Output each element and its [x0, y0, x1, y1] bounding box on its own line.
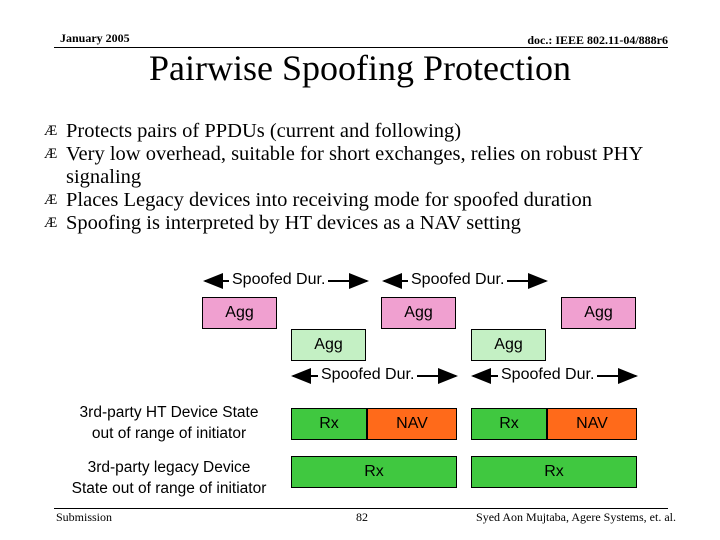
spoofed-duration-label: Spoofed Dur.: [498, 366, 597, 384]
bullet-text: Protects pairs of PPDUs (current and following): [66, 120, 462, 142]
agg-box: Agg: [471, 329, 546, 361]
footer-submission: Submission: [56, 510, 113, 524]
bullet-text: Very low overhead, suitable for short exchanges, relies on robust PHY signaling: [66, 143, 643, 188]
bullet-marker-icon: Æ: [44, 215, 58, 231]
ht-state-rx: Rx: [291, 408, 367, 440]
ht-state-nav: NAV: [547, 408, 637, 440]
bullet-text: Places Legacy devices into receiving mode for spoofed duration: [66, 189, 592, 211]
ht-state-rx: Rx: [471, 408, 547, 440]
legacy-device-state-label: [56, 457, 282, 499]
legacy-state-rx: Rx: [471, 456, 637, 488]
slide-title: Pairwise Spoofing Protection: [149, 48, 571, 88]
agg-box: Agg: [381, 297, 456, 329]
ht-state-nav: NAV: [367, 408, 457, 440]
agg-box: Agg: [561, 297, 636, 329]
footer-author: Syed Aon Mujtaba, Agere Systems, et. al.: [476, 510, 676, 524]
ht-label-line-1: 3rd-party HT Device State: [79, 404, 259, 421]
agg-box: Agg: [291, 329, 366, 361]
ht-device-state-label: [56, 402, 282, 444]
header-date: January 2005: [60, 31, 130, 45]
spoofed-duration-label: Spoofed Dur.: [229, 271, 328, 289]
agg-box: Agg: [202, 297, 277, 329]
ht-label-line-2: out of range of initiator: [91, 425, 247, 442]
legacy-state-rx: Rx: [291, 456, 457, 488]
bullet-marker-icon: Æ: [44, 123, 58, 139]
footer-rule: [54, 508, 668, 509]
bullet-marker-icon: Æ: [44, 146, 58, 162]
spoofed-duration-label: Spoofed Dur.: [408, 271, 507, 289]
legacy-label-line-1: 3rd-party legacy Device: [87, 459, 251, 476]
spoofed-duration-label: Spoofed Dur.: [318, 366, 417, 384]
bullet-text: Spoofing is interpreted by HT devices as a NAV setting: [66, 212, 521, 234]
header-doc-id: doc.: IEEE 802.11-04/888r6: [527, 33, 668, 47]
bullet-marker-icon: Æ: [44, 192, 58, 208]
footer-page-number: 82: [356, 510, 368, 524]
legacy-label-line-2: State out of range of initiator: [71, 480, 267, 497]
